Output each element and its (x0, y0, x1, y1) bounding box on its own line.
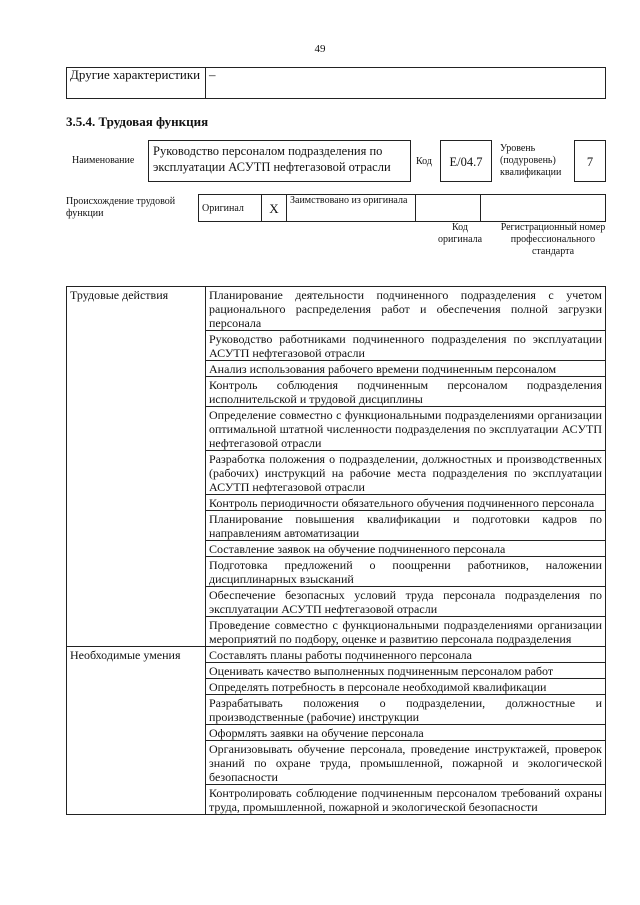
labor-action-item: Контроль соблюдения подчиненным персоналом подразделения исполнительской и трудовой дисциплины (206, 377, 606, 407)
labor-action-item: Анализ использования рабочего времени подчиненным персоналом (206, 361, 606, 377)
labor-action-item: Разработка положения о подразделении, должностных и производственных (рабочих) инструкций на рабочие места подразделения по эксплуатации АСУТП нефтегазовой отрасли (206, 451, 606, 495)
required-skill-item: Контролировать соблюдение подчиненным персоналом требований охраны труда, промышленной, пожарной и экологической безопасности (206, 785, 606, 815)
code-original-label: Код оригинала (437, 222, 483, 245)
labor-action-item: Планирование деятельности подчиненного подразделения с учетом рационального распределения работ и обеспечения полной загрузки персонала (206, 287, 606, 331)
labor-action-header: Трудовые действия (67, 287, 206, 647)
code-label: Код (416, 156, 432, 167)
required-skill-item: Оформлять заявки на обучение персонала (206, 725, 606, 741)
labor-action-item: Составление заявок на обучение подчиненного персонала (206, 541, 606, 557)
required-skill-item: Оценивать качество выполненных подчиненным персоналом работ (206, 663, 606, 679)
naming-label: Наименование (72, 155, 135, 166)
required-skill-item: Разрабатывать положения о подразделении, должностные и производственные (рабочие) инструкции (206, 695, 606, 725)
required-skill-row (67, 647, 606, 663)
original-mark: X (262, 195, 287, 222)
labor-action-item: Определение совместно с функциональными подразделениями организации оптимальной штатной численности подразделения по эксплуатации АСУТП нефтегазовой отрасли (206, 407, 606, 451)
code-original-cell (416, 195, 481, 222)
original-label: Оригинал (199, 195, 262, 222)
labor-action-item: Планирование повышения квалификации и подготовки кадров по направлениям автоматизации (206, 511, 606, 541)
origin-table (198, 194, 606, 222)
function-name-field: Руководство персоналом подразделения по эксплуатации АСУТП нефтегазовой отрасли (148, 140, 411, 182)
function-details-body (67, 287, 606, 815)
labor-action-item: Руководство работниками подчиненного подразделения по эксплуатации АСУТП нефтегазовой отрасли (206, 331, 606, 361)
other-characteristics-label: Другие характеристики (67, 68, 206, 99)
level-label: Уровень (подуровень) квалификации (500, 143, 562, 178)
required-skill-item: Организовывать обучение персонала, проведение инструктажей, проверок знаний по охране труда, промышленной, пожарной и экологической безопасности (206, 741, 606, 785)
reg-number-label: Регистрационный номер профессионального стандарта (500, 222, 606, 257)
level-value: 7 (574, 140, 606, 182)
other-characteristics-value: – (206, 68, 606, 99)
origin-label: Происхождение трудовой функции (66, 196, 176, 219)
code-value: E/04.7 (440, 140, 492, 182)
labor-action-item: Проведение совместно с функциональными подразделениями организации мероприятий по подбору, оценке и развитию персонала подразделения (206, 617, 606, 647)
page-number: 49 (314, 43, 326, 55)
required-skill-item: Составлять планы работы подчиненного персонала (206, 647, 606, 663)
borrowed-label: Заимствовано из оригинала (287, 195, 416, 222)
other-characteristics-table (66, 67, 606, 99)
reg-number-cell (481, 195, 606, 222)
labor-action-item: Контроль периодичности обязательного обучения подчиненного персонала (206, 495, 606, 511)
required-skill-header: Необходимые умения (67, 647, 206, 815)
labor-action-item: Подготовка предложений о поощренни работников, наложении дисциплинарных взысканий (206, 557, 606, 587)
required-skill-item: Определять потребность в персонале необходимой квалификации (206, 679, 606, 695)
section-title: 3.5.4. Трудовая функция (66, 114, 209, 129)
labor-action-item: Обеспечение безопасных условий труда персонала подразделения по эксплуатации АСУТП нефтегазовой отрасли (206, 587, 606, 617)
function-details-table (66, 286, 606, 815)
labor-action-row (67, 287, 606, 331)
